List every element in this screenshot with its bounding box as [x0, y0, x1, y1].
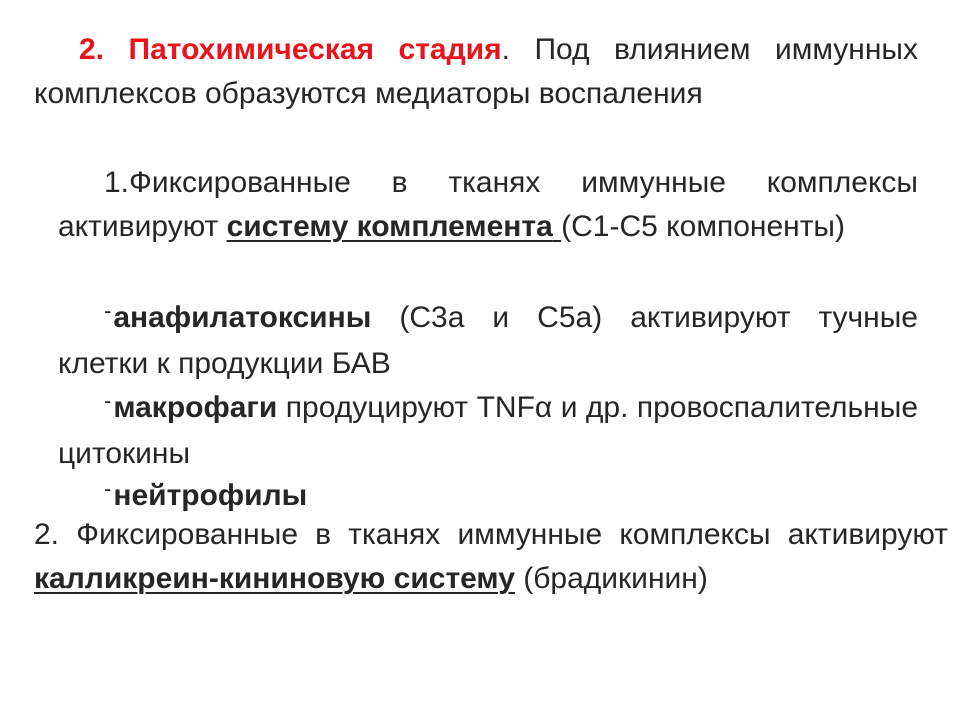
- anaphylatoxins-paragraph: [58, 296, 918, 386]
- kallikrein-system-term: калликреин-кининовую систему: [34, 562, 515, 595]
- complement-underline-pad: [553, 210, 561, 243]
- stage-number-wrap: [34, 33, 104, 66]
- complement-system-term: системy комплемента: [226, 210, 553, 243]
- bullet-dash: -: [104, 476, 112, 501]
- neutrophils-term: нейтрофилы: [113, 479, 308, 512]
- complement-paragraph: [58, 161, 918, 249]
- stage-number: 2.: [79, 33, 105, 66]
- stage-title: Патохимическая стадия: [128, 33, 502, 66]
- stage-heading-paragraph: [34, 28, 918, 116]
- bullet-dash: -: [104, 298, 112, 323]
- kallikrein-suffix: (брадикинин): [514, 562, 708, 595]
- complement-suffix: (С1-С5 компоненты): [561, 210, 845, 243]
- bullet-dash: -: [104, 388, 112, 413]
- macrophages-description: продуцируют TNFα и др. провоспалительные цитокины: [58, 391, 918, 470]
- complement-prefix: 1.Фиксированные в тканях иммунные комплексы активируют: [58, 166, 918, 243]
- stage-description: Под влиянием иммунных комплексов образуются медиаторы воспаления: [34, 33, 918, 110]
- macrophages-paragraph: [58, 386, 918, 476]
- kallikrein-prefix: 2. Фиксированные в тканях иммунные комплексы активируют: [34, 518, 948, 551]
- macrophages-term: макрофаги: [113, 391, 278, 424]
- stage-title-period: .: [501, 33, 510, 66]
- kallikrein-paragraph: [34, 513, 948, 601]
- anaphylatoxins-term: анафилатоксины: [113, 301, 372, 334]
- anaphylatoxins-description: (С3а и С5а) активируют тучные клетки к продукции БАВ: [58, 301, 918, 380]
